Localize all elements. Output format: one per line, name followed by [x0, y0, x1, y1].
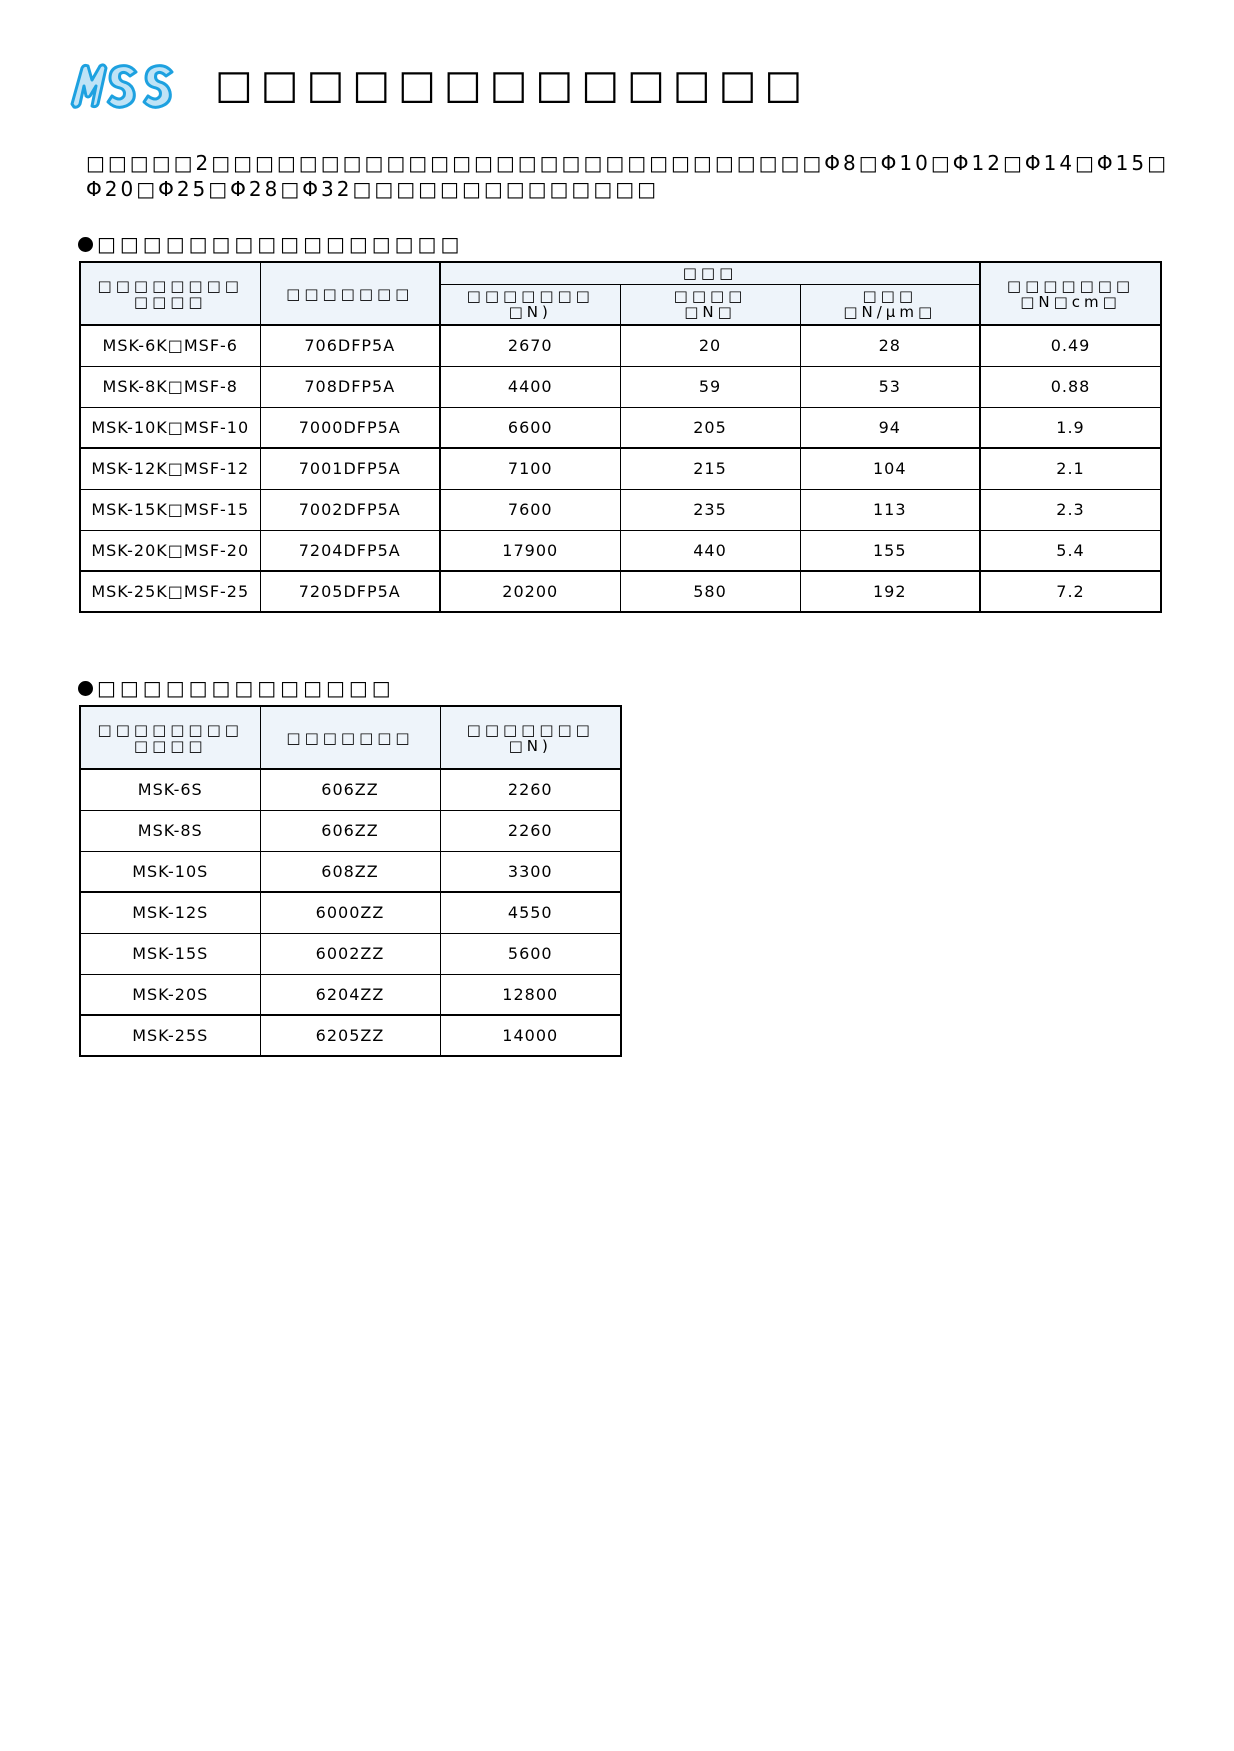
spec-table-deep-groove [79, 705, 622, 1057]
section2-heading: □□□□□□□□□□□□□ [78, 676, 395, 700]
table-cell: MSK-15S [80, 933, 260, 974]
table-cell: MSK-6K□MSF-6 [80, 325, 260, 366]
table-cell: 17900 [440, 530, 620, 571]
table-cell: MSK-8S [80, 810, 260, 851]
table-row [80, 448, 1161, 489]
table-cell: 14000 [440, 1015, 621, 1056]
table-row [80, 892, 621, 933]
table-cell: MSK-25K□MSF-25 [80, 571, 260, 612]
table-cell: 7.2 [980, 571, 1161, 612]
table-row [80, 366, 1161, 407]
table-cell: 580 [620, 571, 800, 612]
intro-text [86, 150, 1170, 202]
table-cell: 6000ZZ [260, 892, 440, 933]
table-cell: 6204ZZ [260, 974, 440, 1015]
table-cell: 7205DFP5A [260, 571, 440, 612]
table-row [80, 489, 1161, 530]
table-cell: MSK-10K□MSF-10 [80, 407, 260, 448]
table-cell: 94 [800, 407, 980, 448]
table-cell: 706DFP5A [260, 325, 440, 366]
table-cell: MSK-12K□MSF-12 [80, 448, 260, 489]
bullet-icon [78, 681, 93, 696]
table-cell: 7204DFP5A [260, 530, 440, 571]
table-cell: MSK-15K□MSF-15 [80, 489, 260, 530]
table-cell: 155 [800, 530, 980, 571]
table-row [80, 530, 1161, 571]
table-cell: 104 [800, 448, 980, 489]
header-torque: □□□□□□□ □N□cm□ [980, 262, 1161, 325]
table-cell: 2.1 [980, 448, 1161, 489]
table-cell: 192 [800, 571, 980, 612]
table-cell: 7000DFP5A [260, 407, 440, 448]
header-bearing: □□□□□□□ [260, 262, 440, 325]
table-cell: 7002DFP5A [260, 489, 440, 530]
section1-heading: □□□□□□□□□□□□□□□□ [78, 232, 463, 256]
table-cell: 5.4 [980, 530, 1161, 571]
table-row [80, 810, 621, 851]
table-cell: 5600 [440, 933, 621, 974]
bullet-icon [78, 237, 93, 252]
table-cell: MSK-6S [80, 769, 260, 810]
table-row [80, 571, 1161, 612]
table-cell: 708DFP5A [260, 366, 440, 407]
table-cell: 6600 [440, 407, 620, 448]
spec-table-angular [79, 261, 1162, 613]
table-cell: 20200 [440, 571, 620, 612]
table-cell: 28 [800, 325, 980, 366]
table-cell: MSK-25S [80, 1015, 260, 1056]
intro-line-2: Φ20□Φ25□Φ28□Φ32□□□□□□□□□□□□□□ [86, 177, 660, 201]
table-cell: 2260 [440, 810, 621, 851]
table-cell: 215 [620, 448, 800, 489]
table-header-row [80, 262, 1161, 284]
table-row [80, 769, 621, 810]
table-row [80, 974, 621, 1015]
table-cell: MSK-20S [80, 974, 260, 1015]
table-cell: 2670 [440, 325, 620, 366]
table-cell: MSK-12S [80, 892, 260, 933]
header-bearing: □□□□□□□ [260, 706, 440, 769]
table-cell: 0.49 [980, 325, 1161, 366]
table-cell: MSK-10S [80, 851, 260, 892]
table-cell: 235 [620, 489, 800, 530]
table-cell: 205 [620, 407, 800, 448]
table-cell: 0.88 [980, 366, 1161, 407]
table-cell: 606ZZ [260, 810, 440, 851]
table-row [80, 407, 1161, 448]
header-preload: □□□□ □N□ [620, 284, 800, 325]
table-cell: 1.9 [980, 407, 1161, 448]
table-cell: 7100 [440, 448, 620, 489]
header-basic-load: □□□□□□□ □N) [440, 706, 621, 769]
table-cell: 4550 [440, 892, 621, 933]
header-model: □□□□□□□□ □□□□ [80, 706, 260, 769]
table-cell: MSK-20K□MSF-20 [80, 530, 260, 571]
table-cell: 7600 [440, 489, 620, 530]
table-cell: 440 [620, 530, 800, 571]
table-cell: MSK-8K□MSF-8 [80, 366, 260, 407]
intro-line-1: □□□□□2□□□□□□□□□□□□□□□□□□□□□□□□□□□□Φ8□Φ10□Φ12□Φ14□Φ15□ [86, 151, 1170, 175]
table-cell: 20 [620, 325, 800, 366]
table-cell: 6002ZZ [260, 933, 440, 974]
page-title: □□□□□□□□□□□□□ [215, 62, 811, 108]
header-rigidity: □□□ □N/μm□ [800, 284, 980, 325]
table-row [80, 851, 621, 892]
table-cell: 606ZZ [260, 769, 440, 810]
table-header-row [80, 706, 621, 769]
table-row [80, 325, 1161, 366]
table-row [80, 933, 621, 974]
header-model: □□□□□□□□ □□□□ [80, 262, 260, 325]
table-cell: 6205ZZ [260, 1015, 440, 1056]
table-cell: 2260 [440, 769, 621, 810]
table-cell: 2.3 [980, 489, 1161, 530]
header-basic-load: □□□□□□□ □N) [440, 284, 620, 325]
mss-logo [68, 58, 180, 112]
table-cell: 59 [620, 366, 800, 407]
table-cell: 7001DFP5A [260, 448, 440, 489]
table-cell: 608ZZ [260, 851, 440, 892]
table-cell: 3300 [440, 851, 621, 892]
table-cell: 53 [800, 366, 980, 407]
table-cell: 4400 [440, 366, 620, 407]
table-cell: 113 [800, 489, 980, 530]
table-cell: 12800 [440, 974, 621, 1015]
table-row [80, 1015, 621, 1056]
header-group: □□□ [440, 262, 980, 284]
